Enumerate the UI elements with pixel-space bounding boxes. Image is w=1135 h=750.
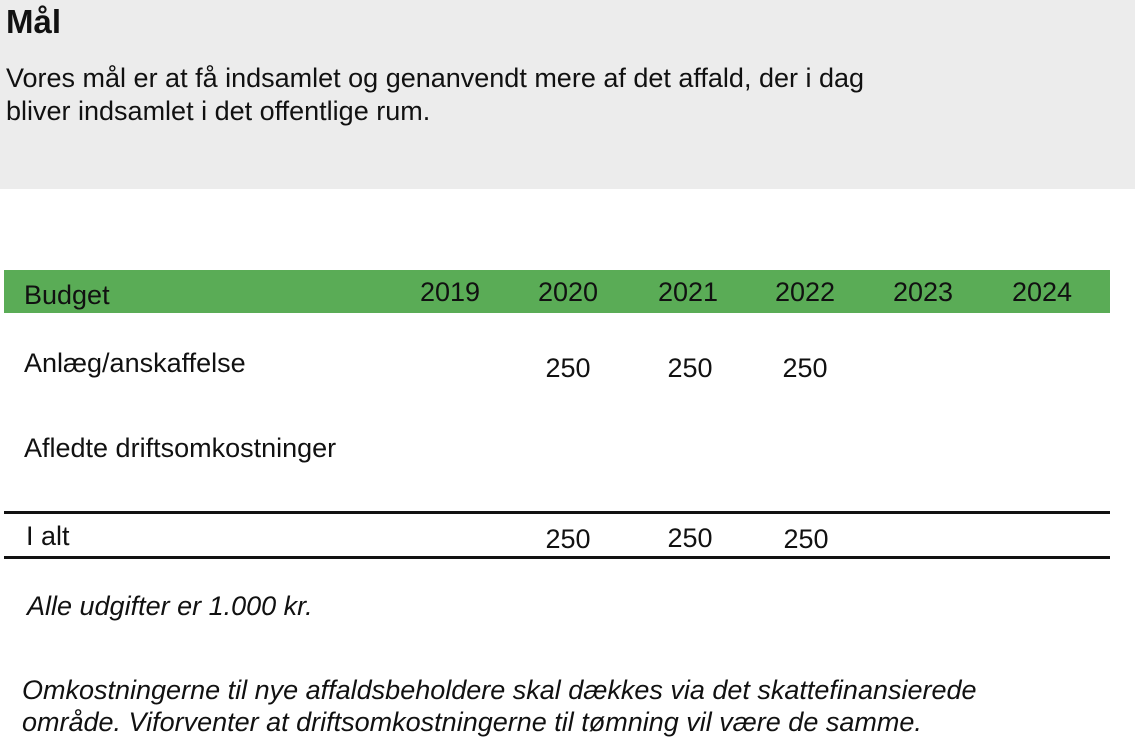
table-cell: 250 (545, 353, 591, 383)
goal-title: Mål (6, 3, 62, 40)
comment-line: område. Viforventer at driftsomkostningerne til tømning vil være de samme. (22, 707, 922, 737)
year-header: 2019 (419, 277, 481, 307)
goal-section (0, 0, 1135, 189)
year-header: 2023 (892, 277, 954, 307)
table-cell: 250 (667, 523, 713, 553)
year-header: 2024 (1011, 277, 1073, 307)
goal-description-line: bliver indsamlet i det offentlige rum. (6, 96, 431, 126)
unit-note: Alle udgifter er 1.000 kr. (27, 591, 313, 621)
budget-header-label: Budget (24, 280, 110, 310)
year-header: 2020 (537, 277, 599, 307)
row-label-anlaeg: Anlæg/anskaffelse (24, 348, 246, 378)
table-bottom-rule (4, 556, 1110, 559)
row-label-i-alt: I alt (26, 521, 70, 551)
table-cell: 250 (783, 524, 829, 554)
year-header: 2021 (657, 277, 719, 307)
table-cell: 250 (545, 524, 591, 554)
table-cell: 250 (782, 353, 828, 383)
table-cell: 250 (667, 353, 713, 383)
row-label-afledte: Afledte driftsomkostninger (24, 433, 337, 463)
year-header: 2022 (774, 277, 836, 307)
goal-description-line: Vores mål er at få indsamlet og genanvendt mere af det affald, der i dag (6, 63, 865, 93)
goal-description (6, 62, 1046, 128)
comment-line: Omkostningerne til nye affaldsbeholdere skal dækkes via det skattefinansierede (22, 675, 977, 705)
table-divider (4, 511, 1110, 514)
